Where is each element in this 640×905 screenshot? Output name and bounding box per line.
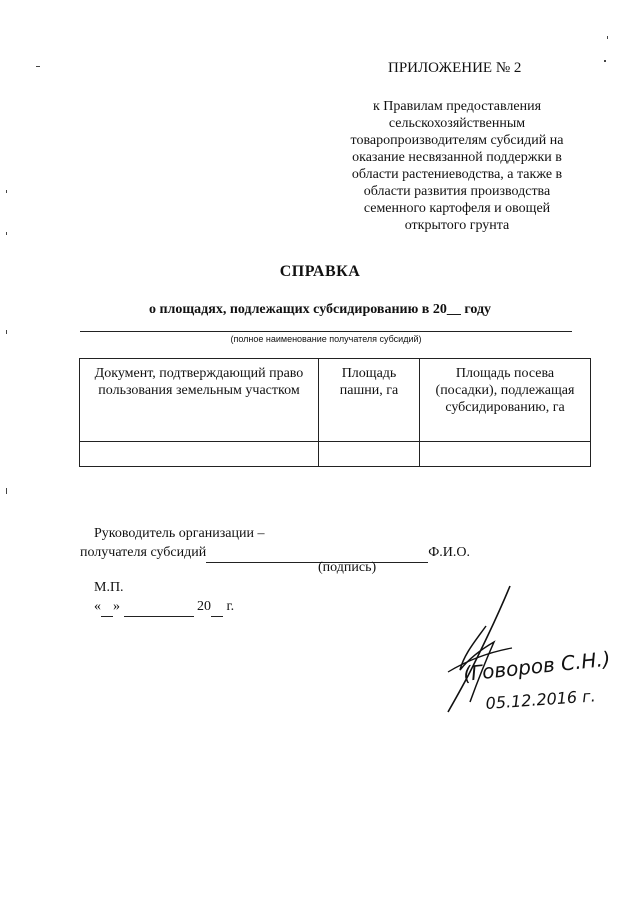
table-cell: [420, 442, 591, 467]
date-year-suffix: г.: [226, 599, 235, 614]
appendix-line: семенного картофеля и овощей: [363, 201, 551, 216]
table-cell: [319, 442, 420, 467]
scan-mark: [6, 232, 7, 235]
recipient-name-line: [80, 331, 572, 332]
appendix-line: открытого грунта: [404, 218, 510, 233]
handwritten-date: 05.12.2016 г.: [485, 686, 597, 713]
stamp-date-block: [94, 578, 234, 617]
signatory-label-recipient: получателя субсидий: [80, 545, 207, 560]
signature-caption: (подпись): [318, 560, 377, 575]
fio-label: Ф.И.О.: [428, 545, 471, 560]
appendix-line: к Правилам предоставления: [372, 99, 542, 114]
date-year-blank: [211, 597, 223, 617]
signature-block: [80, 524, 470, 563]
area-table: [79, 358, 591, 467]
date-line: [94, 597, 234, 617]
appendix-line: области растениеводства, а также в: [351, 167, 563, 182]
signatory-label: Руководитель организации –: [94, 526, 265, 541]
appendix-title: ПРИЛОЖЕНИЕ № 2: [388, 60, 522, 76]
date-quote-open: «: [94, 599, 101, 614]
table-cell: [80, 442, 319, 467]
scan-mark: [36, 66, 40, 67]
table-row: [80, 442, 591, 467]
scan-mark: [6, 190, 7, 193]
column-header-document: Документ, подтверждающий право пользования земельным участком: [80, 359, 319, 442]
appendix-line: сельскохозяйственным: [388, 116, 526, 131]
recipient-caption: (полное наименование получателя субсидий): [230, 334, 422, 344]
scan-mark: [6, 488, 7, 494]
document-title: СПРАВКА: [279, 263, 361, 280]
scan-mark: [6, 330, 7, 334]
column-header-subsidized-area: Площадь посева (посадки), подлежащая субсидированию, га: [420, 359, 591, 442]
date-year-prefix: 20: [197, 599, 211, 614]
handwritten-name: (Говоров С.Н.): [462, 646, 612, 686]
stamp-label: М.П.: [94, 580, 124, 595]
appendix-reference: [322, 98, 592, 234]
document-subtitle: о площадях, подлежащих субсидированию в 20__ году: [148, 302, 492, 317]
signatory-line: [80, 543, 470, 563]
date-day-blank: [101, 597, 113, 617]
column-header-arable-area: Площадь пашни, га: [319, 359, 420, 442]
table-header-row: [80, 359, 591, 442]
scan-mark: [607, 36, 608, 39]
date-quote-close: »: [113, 599, 120, 614]
appendix-line: товаропроизводителям субсидий на: [350, 133, 564, 148]
appendix-line: области развития производства: [363, 184, 551, 199]
date-month-blank: [124, 597, 194, 617]
scan-mark: [604, 60, 606, 62]
appendix-line: оказание несвязанной поддержки в: [352, 150, 562, 165]
